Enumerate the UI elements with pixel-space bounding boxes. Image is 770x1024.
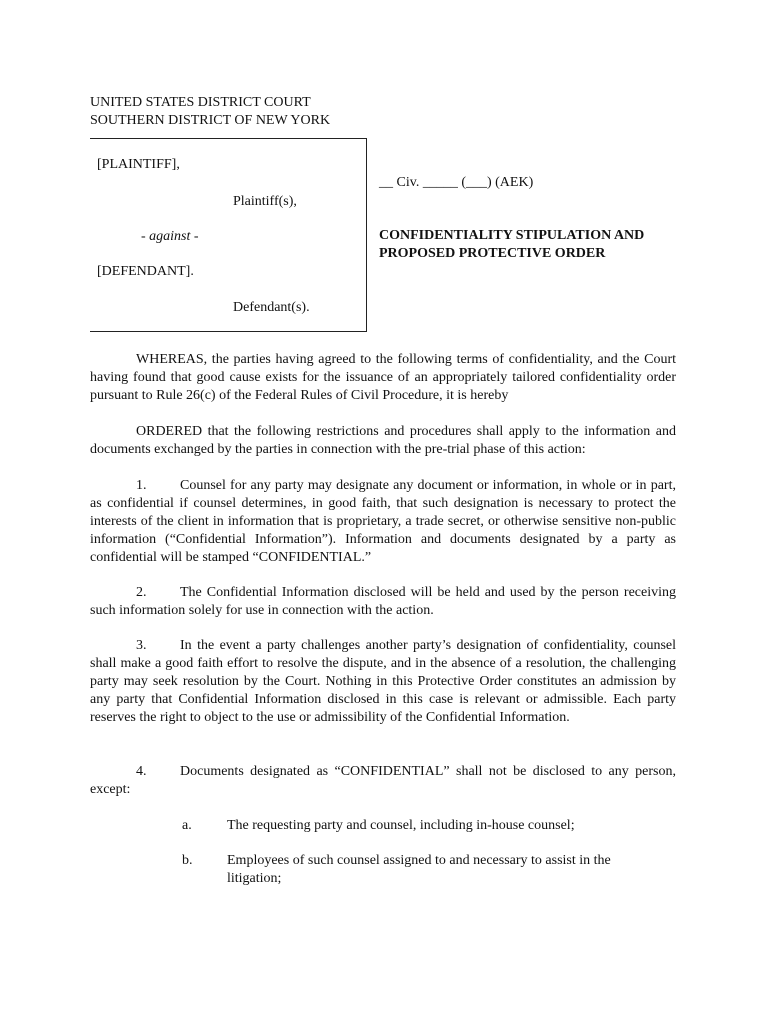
subitem-a-text: The requesting party and counsel, including in-house counsel;	[227, 818, 575, 833]
against-label: - against -	[141, 229, 199, 244]
ordered-clause	[90, 423, 676, 459]
paragraph-number: 1.	[136, 478, 147, 493]
case-number: __ Civ. _____ (___) (AEK)	[379, 175, 534, 190]
paragraph-number: 4.	[136, 764, 147, 779]
paragraph-text: In the event a party challenges another party’s designation of confidentiality, counsel shall make a good faith effort to resolve the dispute, and in the absence of a resolution, the challenging party may seek resolution by the Court. Nothing in this Protective Order constitutes an admission by any party that Confidential Information disclosed in this case is relevant or admissible. Each party reserves the right to object to the use or admissibility of the Confidential Information.	[90, 638, 676, 725]
paragraph-3	[90, 637, 676, 727]
court-header	[90, 94, 330, 130]
defendant-name: [DEFENDANT].	[97, 264, 194, 279]
document-title-line1: CONFIDENTIALITY STIPULATION AND	[379, 228, 645, 243]
ordered-text: ORDERED that the following restrictions and procedures shall apply to the information and documents exchanged by the parties in connection with the pre-trial phase of this action:	[90, 424, 676, 457]
plaintiff-role: Plaintiff(s),	[233, 194, 297, 209]
document-title-line2: PROPOSED PROTECTIVE ORDER	[379, 246, 606, 261]
whereas-clause	[90, 351, 676, 405]
paragraph-text: Counsel for any party may designate any document or information, in whole or in part, as confidential if counsel determines, in good faith, that such designation is necessary to protect the interests of the client in information that is proprietary, a trade secret, or otherwise sensitive non-public information (“Confidential Information”). Information and documents designated by a party as confidential will be stamped “CONFIDENTIAL.”	[90, 478, 676, 565]
subitem-a-letter: a.	[182, 818, 192, 833]
paragraph-number: 2.	[136, 585, 147, 600]
paragraph-1	[90, 477, 676, 567]
subitem-b-text: Employees of such counsel assigned to and necessary to assist in the litigation;	[227, 853, 611, 886]
paragraph-4	[90, 763, 676, 799]
court-name: UNITED STATES DISTRICT COURT	[90, 95, 311, 110]
defendant-role: Defendant(s).	[233, 300, 310, 315]
paragraph-text: Documents designated as “CONFIDENTIAL” shall not be disclosed to any person, except:	[90, 764, 676, 797]
whereas-text: WHEREAS, the parties having agreed to the following terms of confidentiality, and the Court having found that good cause exists for the issuance of an appropriately tailored confidentiality order pursuant to Rule 26(c) of the Federal Rules of Civil Procedure, it is hereby	[90, 352, 676, 403]
subitem-b-letter: b.	[182, 853, 193, 868]
plaintiff-name: [PLAINTIFF],	[97, 157, 180, 172]
court-district: SOUTHERN DISTRICT OF NEW YORK	[90, 113, 331, 128]
paragraph-2	[90, 584, 676, 620]
paragraph-number: 3.	[136, 638, 147, 653]
paragraph-text: The Confidential Information disclosed will be held and used by the person receiving such information solely for use in connection with the action.	[90, 585, 676, 618]
